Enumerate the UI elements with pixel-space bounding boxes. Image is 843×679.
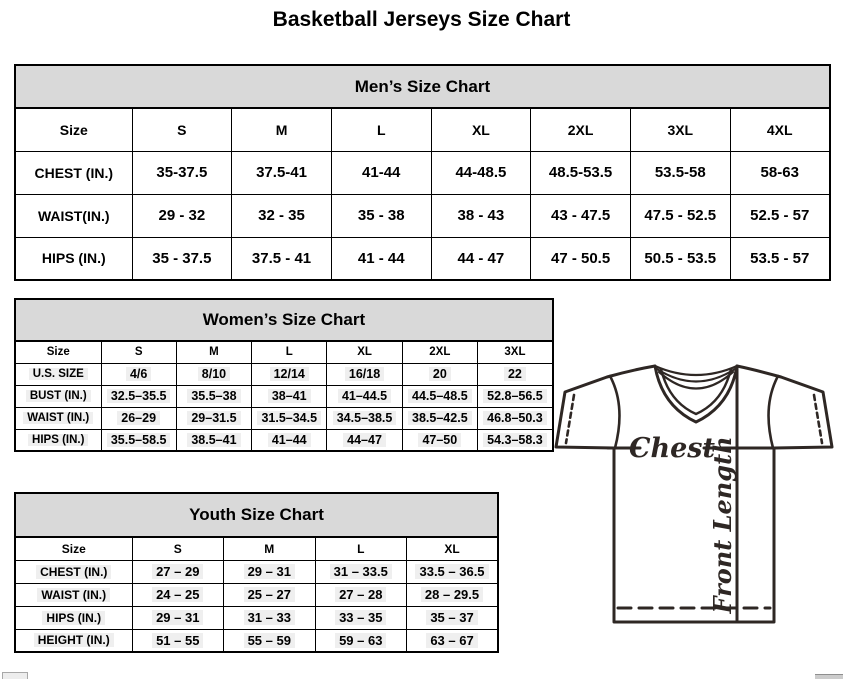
chest-label: Chest: [629, 433, 715, 464]
cell-text: 55 – 59: [244, 633, 295, 648]
size-value: [477, 429, 552, 451]
jersey-diagram-svg: [552, 360, 837, 635]
cell-text: 26–29: [117, 411, 160, 425]
size-value: [132, 583, 224, 606]
armhole-seam-right: [769, 376, 778, 448]
column-header: S: [101, 341, 176, 363]
column-header: XL: [431, 108, 531, 151]
cell-text: 46.8–50.3: [483, 411, 547, 425]
size-value: 37.5-41: [232, 151, 332, 194]
column-header: Size: [15, 537, 132, 560]
cell-text: 52.8–56.5: [483, 389, 547, 403]
cell-text: HEIGHT (IN.): [34, 633, 114, 647]
cell-text: 8/10: [198, 367, 230, 381]
size-value: 50.5 - 53.5: [630, 237, 730, 280]
front-length-label: Front Length: [708, 436, 737, 614]
table-row: [15, 606, 498, 629]
cell-text: 12/14: [270, 367, 309, 381]
cell-text: WAIST (IN.): [37, 588, 110, 602]
table-row: [15, 151, 830, 194]
scrollbar-thumb-fragment[interactable]: [815, 674, 843, 679]
size-value: [477, 385, 552, 407]
column-header: M: [224, 537, 316, 560]
size-value: [132, 629, 224, 652]
column-header: XL: [407, 537, 499, 560]
size-value: 37.5 - 41: [232, 237, 332, 280]
size-value: [176, 429, 251, 451]
table-row: [15, 385, 553, 407]
size-value: [327, 363, 402, 385]
table-row: [15, 583, 498, 606]
row-label: [15, 407, 101, 429]
size-value: [315, 583, 407, 606]
size-value: 35 - 38: [331, 194, 431, 237]
size-value: [132, 560, 224, 583]
cell-text: 4/6: [126, 367, 151, 381]
column-header: L: [315, 537, 407, 560]
column-header: S: [132, 537, 224, 560]
row-label: [15, 629, 132, 652]
row-label: [15, 560, 132, 583]
column-header-row: [15, 537, 498, 560]
cell-text: 31 – 33: [244, 610, 295, 625]
size-value: [176, 363, 251, 385]
size-value: 41 - 44: [331, 237, 431, 280]
cell-text: 31.5–34.5: [257, 411, 321, 425]
size-value: [132, 606, 224, 629]
table-row: [15, 560, 498, 583]
row-label: [15, 385, 101, 407]
size-value: [402, 407, 477, 429]
cell-text: 22: [504, 367, 526, 381]
table-title: Men’s Size Chart: [15, 65, 830, 108]
size-value: [327, 407, 402, 429]
size-value: [224, 606, 316, 629]
row-label: [15, 583, 132, 606]
size-value: [315, 606, 407, 629]
table-title-row: [15, 65, 830, 108]
cell-text: HIPS (IN.): [28, 434, 88, 446]
mens-size-table: [14, 64, 831, 281]
cell-text: 38.5–42.5: [408, 411, 472, 425]
table-row: [15, 237, 830, 280]
cell-text: 38.5–41: [187, 433, 240, 447]
column-header: L: [331, 108, 431, 151]
table-row: [15, 363, 553, 385]
size-value: 53.5-58: [630, 151, 730, 194]
size-value: 44 - 47: [431, 237, 531, 280]
page-title: Basketball Jerseys Size Chart: [272, 8, 571, 31]
cell-text: BUST (IN.): [26, 390, 91, 402]
size-value: 32 - 35: [232, 194, 332, 237]
cell-text: 27 – 29: [152, 564, 203, 579]
size-value: 53.5 - 57: [730, 237, 830, 280]
size-value: 43 - 47.5: [531, 194, 631, 237]
size-value: [101, 363, 176, 385]
size-value: 58-63: [730, 151, 830, 194]
cell-text: 24 – 25: [152, 587, 203, 602]
row-label: CHEST (IN.): [15, 151, 132, 194]
womens-size-table: [14, 298, 554, 452]
table-row: [15, 407, 553, 429]
cell-text: 29 – 31: [152, 610, 203, 625]
size-value: [224, 629, 316, 652]
size-value: 35 - 37.5: [132, 237, 232, 280]
size-value: [327, 429, 402, 451]
size-value: [407, 629, 499, 652]
size-value: [402, 429, 477, 451]
cell-text: 54.3–58.3: [483, 433, 547, 447]
size-value: 52.5 - 57: [730, 194, 830, 237]
cell-text: 29–31.5: [187, 411, 240, 425]
size-value: [101, 385, 176, 407]
table-title-row: [15, 299, 553, 341]
row-label: [15, 363, 101, 385]
size-value: [315, 560, 407, 583]
column-header: Size: [15, 108, 132, 151]
cell-text: 16/18: [345, 367, 384, 381]
column-header: L: [252, 341, 327, 363]
size-value: [402, 385, 477, 407]
row-label: HIPS (IN.): [15, 237, 132, 280]
cell-text: 35 – 37: [426, 610, 477, 625]
size-value: [315, 629, 407, 652]
size-value: 47.5 - 52.5: [630, 194, 730, 237]
cell-text: 59 – 63: [335, 633, 386, 648]
column-header: 2XL: [402, 341, 477, 363]
cell-text: 33.5 – 36.5: [415, 564, 488, 579]
size-value: 48.5-53.5: [531, 151, 631, 194]
column-header: Size: [15, 341, 101, 363]
size-value: [101, 407, 176, 429]
size-value: [402, 363, 477, 385]
cell-text: CHEST (IN.): [36, 565, 111, 579]
cutoff-element-fragment: [2, 672, 28, 679]
table-title: Youth Size Chart: [15, 493, 498, 537]
jersey-measurement-diagram: [552, 360, 837, 635]
cell-text: 63 – 67: [426, 633, 477, 648]
cell-text: 33 – 35: [335, 610, 386, 625]
cell-text: 35.5–58.5: [107, 433, 171, 447]
cell-text: 20: [429, 367, 451, 381]
size-value: [224, 583, 316, 606]
size-value: [407, 560, 499, 583]
column-header: M: [232, 108, 332, 151]
table-title-row: [15, 493, 498, 537]
cell-text: HIPS (IN.): [42, 611, 105, 625]
cell-text: 38–41: [268, 389, 311, 403]
cell-text: 41–44: [268, 433, 311, 447]
cell-text: 27 – 28: [335, 587, 386, 602]
column-header-row: [15, 341, 553, 363]
column-header: S: [132, 108, 232, 151]
row-label: [15, 606, 132, 629]
cell-text: 28 – 29.5: [421, 587, 483, 602]
cell-text: WAIST (IN.): [23, 412, 93, 424]
table-row: [15, 629, 498, 652]
cell-text: 44–47: [343, 433, 386, 447]
size-value: [407, 583, 499, 606]
row-label: WAIST(IN.): [15, 194, 132, 237]
column-header: 4XL: [730, 108, 830, 151]
size-value: [176, 407, 251, 429]
size-value: 44-48.5: [431, 151, 531, 194]
cell-text: 29 – 31: [244, 564, 295, 579]
sleeve-cuff-dash-left: [566, 395, 574, 443]
cell-text: U.S. SIZE: [29, 368, 88, 380]
table-row: [15, 429, 553, 451]
size-value: 47 - 50.5: [531, 237, 631, 280]
cell-text: 51 – 55: [152, 633, 203, 648]
table-row: [15, 194, 830, 237]
cell-text: 32.5–35.5: [107, 389, 171, 403]
size-value: [252, 429, 327, 451]
sleeve-cuff-dash-right: [814, 395, 822, 443]
column-header: XL: [327, 341, 402, 363]
size-value: 38 - 43: [431, 194, 531, 237]
column-header: 3XL: [630, 108, 730, 151]
column-header-row: [15, 108, 830, 151]
size-value: 41-44: [331, 151, 431, 194]
column-header: M: [176, 341, 251, 363]
cell-text: 44.5–48.5: [408, 389, 472, 403]
size-value: [252, 363, 327, 385]
row-label: [15, 429, 101, 451]
cell-text: 25 – 27: [244, 587, 295, 602]
cell-text: 31 – 33.5: [330, 564, 392, 579]
column-header: 3XL: [477, 341, 552, 363]
size-value: [101, 429, 176, 451]
column-header: 2XL: [531, 108, 631, 151]
size-value: 35-37.5: [132, 151, 232, 194]
cell-text: 47–50: [418, 433, 461, 447]
armhole-seam-left: [610, 376, 619, 448]
size-value: [407, 606, 499, 629]
size-value: [477, 407, 552, 429]
size-value: [224, 560, 316, 583]
size-value: [327, 385, 402, 407]
cell-text: 41–44.5: [338, 389, 391, 403]
size-value: 29 - 32: [132, 194, 232, 237]
jersey-outline: [556, 366, 832, 622]
table-title: Women’s Size Chart: [15, 299, 553, 341]
size-value: [252, 385, 327, 407]
cell-text: 34.5–38.5: [333, 411, 397, 425]
size-value: [252, 407, 327, 429]
youth-size-table: [14, 492, 499, 653]
size-value: [176, 385, 251, 407]
cell-text: 35.5–38: [187, 389, 240, 403]
size-value: [477, 363, 552, 385]
